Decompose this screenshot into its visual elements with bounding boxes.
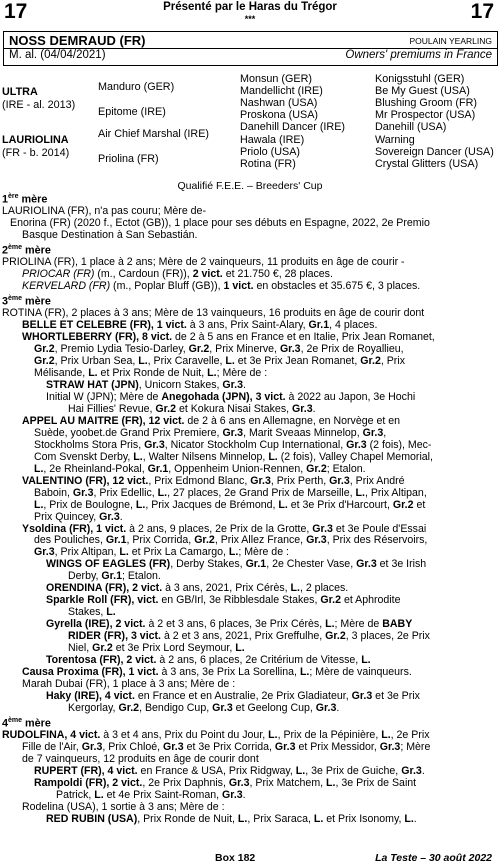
line-20: L., 2e Rheinland-Pokal, Gr.1, Oppenheim Union-Rennen, Gr.2; Etalon.: [34, 463, 366, 475]
line-43: de 7 vainqueurs, 12 produits en âge de courir dont: [22, 753, 259, 765]
footer-sale-info: La Teste – 30 août 2022: [375, 852, 492, 864]
owners-premiums: Owners' premiums in France: [345, 49, 492, 61]
dam-info: (FR - b. 2014): [2, 147, 70, 159]
line-31: Sparkle Roll (FR), vict. en GB/Irl, 3e Ribblesdale Stakes, Gr.2 et Aphrodite: [46, 594, 401, 606]
line-39: Haky (IRE), 4 vict. en France et en Australie, 2e Prix Gladiateur, Gr.3 et 3e Prix: [46, 690, 420, 702]
gen4-7: Sovereign Dancer (USA): [375, 146, 494, 158]
line-47: Rodelina (USA), 1 sortie à 3 ans; Mère de :: [22, 801, 225, 813]
line-37: Causa Proxima (FR), 1 vict. à 3 ans, 3e Prix La Sorellina, L.; Mère de vainqueurs.: [22, 666, 412, 678]
line-41: RUDOLFINA, 4 vict. à 3 et 4 ans, Prix du Point du Jour, L., Prix de la Pépinière, L., 2e Prix: [2, 729, 430, 741]
line-44: RUPERT (FR), 4 vict. en France & USA, Prix Ridgway, L., 3e Prix de Guiche, Gr.3.: [34, 765, 425, 777]
line-17: Suède, yoobet.de Grand Prix Premiere, Gr.3, Marit Sveaas Minnelop, Gr.3,: [34, 427, 387, 439]
horse-name: NOSS DEMRAUD (FR): [9, 33, 146, 48]
line-14: Initial W (JPN); Mère de Anegohada (JPN), 3 vict. à 2022 au Japon, 3e Hochi: [46, 391, 416, 403]
gen3-2: Mandellicht (IRE): [240, 85, 323, 97]
line-21: VALENTINO (FR), 12 vict., Prix Edmond Blanc, Gr.3, Prix Perth, Gr.3, Prix André: [22, 475, 405, 487]
line-27: Gr.3, Prix Altipan, L. et Prix La Camargo, L.; Mère de :: [34, 546, 289, 558]
section-third-dam: 3ème mère: [2, 295, 51, 308]
line-24: Prix Quincey, Gr.3.: [34, 511, 123, 523]
line-01: LAURIOLINA (FR), n'a pas couru; Mère de-: [2, 205, 206, 217]
granddam-maternal: Priolina (FR): [98, 153, 159, 165]
lot-number-right: 17: [470, 0, 494, 23]
gen3-3: Nashwan (USA): [240, 97, 318, 109]
footer-box-number: Box 182: [215, 852, 256, 864]
gen4-5: Danehill (USA): [375, 121, 447, 133]
line-22: Baboin, Gr.3, Prix Edellic, L., 27 places, 2e Grand Prix de Marseille, L., Prix Altipan,: [34, 487, 427, 499]
line-30: ORENDINA (FR), 2 vict. à 3 ans, 2021, Prix Cérès, L., 2 places.: [46, 582, 349, 594]
line-23: L., Prix de Boulogne, L., Prix Jacques de Brémond, L. et 3e Prix d'Harcourt, Gr.2 et: [34, 499, 426, 511]
grandsire-paternal: Manduro (GER): [98, 81, 175, 93]
gen3-4: Proskona (USA): [240, 109, 319, 121]
gen3-7: Priolo (USA): [240, 146, 300, 158]
line-16: APPEL AU MAITRE (FR), 12 vict. de 2 à 6 ans en Allemagne, en Norvège et en: [22, 415, 401, 427]
line-18: Stockholms Stora Pris, Gr.3, Nicator Stockholm Cup International, Gr.3 (2 fois), Mec-: [34, 439, 432, 451]
line-48: RED RUBIN (USA), Prix Ronde de Nuit, L., Prix Saraca, L. et Prix Isonomy, L..: [46, 813, 417, 825]
line-32: Stakes, L.: [68, 606, 116, 618]
gen3-1: Monsun (GER): [240, 73, 312, 85]
line-25: Ysoldina (FR), 1 vict. à 2 ans, 9 places, 2e Prix de la Grotte, Gr.3 et 3e Poule d'Essai: [22, 523, 427, 535]
gen4-4: Mr Prospector (USA): [375, 109, 476, 121]
section-fourth-dam: 4ème mère: [2, 717, 51, 730]
gen4-3: Blushing Groom (FR): [375, 97, 477, 109]
gen4-2: Be My Guest (USA): [375, 85, 470, 97]
gen4-1: Konigsstuhl (GER): [375, 73, 465, 85]
dam-name: LAURIOLINA: [2, 134, 69, 146]
gen3-6: Hawala (IRE): [240, 134, 305, 146]
stars: ***: [244, 14, 256, 24]
lot-number-left: 17: [4, 0, 28, 23]
line-45: Rampoldi (FR), 2 vict., 2e Prix Daphnis, Gr.3, Prix Matchem, L., 3e Prix de Saint: [34, 777, 417, 789]
section-first-dam: 1ère mère: [2, 193, 48, 206]
line-03: Basque Destination à San Sebastián.: [22, 229, 198, 241]
line-28: WINGS OF EAGLES (FR), Derby Stakes, Gr.1, 2e Chester Vase, Gr.3 et 3e Irish: [46, 558, 427, 570]
line-02: Enorina (FR) (2020 f., Ectot (GB)), 1 place pour ses débuts en Espagne, 2022, 2e Premio: [10, 217, 430, 229]
section-second-dam: 2ème mère: [2, 244, 51, 257]
sire-info: (IRE - al. 2013): [2, 99, 76, 111]
gen3-8: Rotina (FR): [240, 158, 296, 170]
line-26: des Pouliches, Gr.1, Prix Corrida, Gr.2, Prix Allez France, Gr.3, Prix des Réservoirs,: [34, 534, 428, 546]
granddam-paternal: Epitome (IRE): [98, 106, 166, 118]
presenter-title: Présenté par le Haras du Trégor: [163, 1, 337, 13]
sire-name: ULTRA: [2, 86, 38, 98]
line-13: STRAW HAT (JPN), Unicorn Stakes, Gr.3.: [46, 379, 246, 391]
line-35: Niel, Gr.2 et 3e Prix Lord Seymour, L.: [68, 642, 245, 654]
qualification-line: Qualifié F.E.E. – Breeders' Cup: [177, 180, 323, 192]
line-15: Hai Fillies' Revue, Gr.2 et Kokura Nisai Stakes, Gr.3.: [68, 403, 316, 415]
line-33: Gyrella (IRE), 2 vict. à 2 et 3 ans, 6 places, 3e Prix Cérès, L.; Mère de BABY: [46, 618, 413, 630]
gen4-8: Crystal Glitters (USA): [375, 158, 479, 170]
birth-info: M. al. (04/04/2021): [9, 49, 106, 61]
line-38: Marah Dubai (FR), 1 place à 3 ans; Mère de :: [22, 678, 236, 690]
line-34: RIDER (FR), 3 vict. à 2 et 3 ans, 2021, Prix Greffulhe, Gr.2, 3 places, 2e Prix: [68, 630, 430, 642]
line-29: Derby, Gr.1; Etalon.: [68, 570, 161, 582]
line-36: Torentosa (FR), 2 vict. à 2 ans, 6 places, 2e Critérium de Vitesse, L.: [46, 654, 371, 666]
gen4-6: Warning: [375, 134, 415, 146]
horse-type: POULAIN YEARLING: [409, 36, 492, 46]
line-09: WHORTLEBERRY (FR), 8 vict. de 2 à 5 ans en France et en Italie, Prix Jean Romanet,: [22, 331, 435, 343]
line-04: PRIOLINA (FR), 1 place à 2 ans; Mère de 2 vainqueurs, 11 produits en âge de courir -: [2, 256, 405, 268]
line-07: ROTINA (FR), 2 places à 3 ans; Mère de 13 vainqueurs, 16 produits en âge de courir dont: [2, 307, 425, 319]
line-06: KERVELARD (FR) (m., Poplar Bluff (GB)), 1 vict. en obstacles et 35.675 €, 3 places.: [22, 280, 421, 292]
line-19: Com Svenskt Derby, L., Walter Nilsens Minnelop, L. (2 fois), Valley Chapel Memorial,: [34, 451, 433, 463]
line-08: BELLE ET CELEBRE (FR), 1 vict. à 3 ans, Prix Saint-Alary, Gr.1, 4 places.: [22, 319, 378, 331]
line-46: Patrick, L. et 4e Prix Saint-Roman, Gr.3.: [56, 789, 246, 801]
line-12: Mélisande, L. et Prix Ronde de Nuit, L.; Mère de :: [34, 367, 268, 379]
line-05: PRIOCAR (FR) (m., Cardoun (FR)), 2 vict. et 21.750 €, 28 places.: [22, 268, 333, 280]
line-10: Gr.2, Premio Lydia Tesio-Darley, Gr.2, Prix Minerve, Gr.3, 2e Prix de Royallieu,: [34, 343, 404, 355]
gen3-5: Danehill Dancer (IRE): [240, 121, 346, 133]
line-40: Kergorlay, Gr.2, Bendigo Cup, Gr.3 et Geelong Cup, Gr.3.: [68, 702, 340, 714]
line-11: Gr.2, Prix Urban Sea, L., Prix Caravelle, L. et 3e Prix Jean Romanet, Gr.2, Prix: [34, 355, 405, 367]
line-42: Fille de l'Air, Gr.3, Prix Chloé, Gr.3 et 3e Prix Corrida, Gr.3 et Prix Messidor, Gr.3; Mère: [22, 741, 431, 753]
grandsire-maternal: Air Chief Marshal (IRE): [98, 128, 209, 140]
